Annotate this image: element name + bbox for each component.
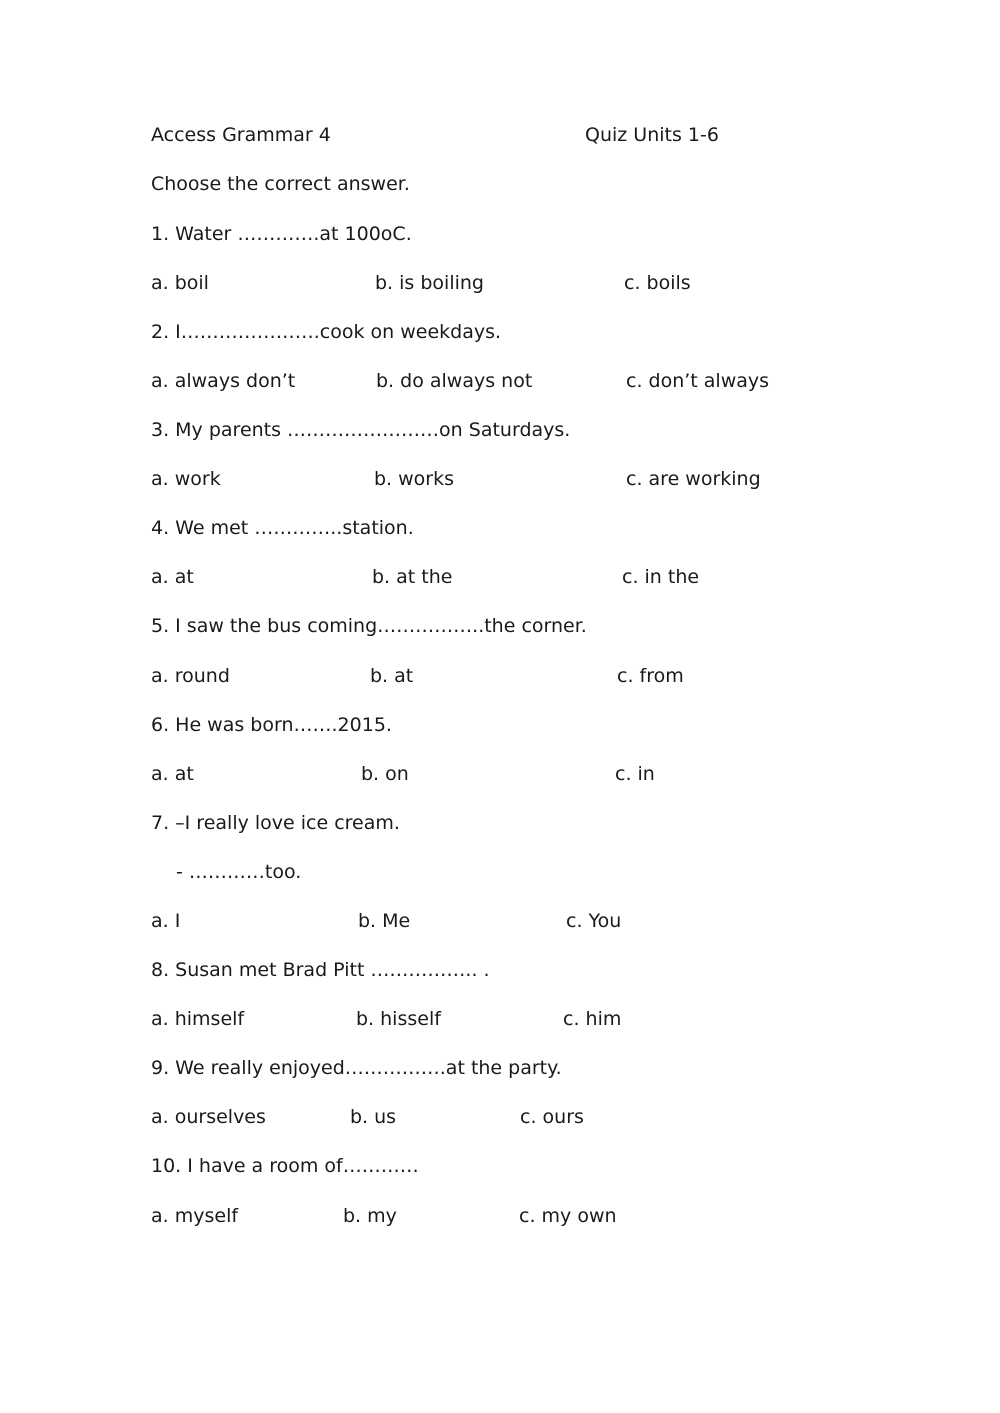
question-7-prompt: 7. –I really love ice cream. (151, 812, 400, 834)
question-10-option-c: c. my own (519, 1205, 617, 1227)
question-9-option-c: c. ours (520, 1106, 584, 1128)
question-10-option-b: b. my (343, 1205, 397, 1227)
question-3-option-a: a. work (151, 468, 221, 490)
question-6-prompt: 6. He was born…….2015. (151, 714, 392, 736)
question-5-option-b: b. at (370, 665, 414, 687)
quiz-units-label: Quiz Units 1-6 (585, 124, 719, 146)
question-2-prompt: 2. I………………….cook on weekdays. (151, 321, 502, 343)
question-2-option-a: a. always don’t (151, 370, 296, 392)
question-7-option-c: c. You (566, 910, 622, 932)
question-8-option-a: a. himself (151, 1008, 245, 1030)
question-5-option-c: c. from (617, 665, 684, 687)
question-1-option-b: b. is boiling (375, 272, 484, 294)
question-6-option-a: a. at (151, 763, 194, 785)
question-8-option-c: c. him (563, 1008, 622, 1030)
question-3-option-b: b. works (374, 468, 455, 490)
question-7-option-a: a. I (151, 910, 181, 932)
question-1-option-a: a. boil (151, 272, 209, 294)
question-10-option-a: a. myself (151, 1205, 239, 1227)
question-1-prompt: 1. Water ………….at 100oC. (151, 223, 412, 245)
question-5-prompt: 5. I saw the bus coming……………..the corner. (151, 615, 587, 637)
question-1-option-c: c. boils (624, 272, 691, 294)
question-8-prompt: 8. Susan met Brad Pitt …………….. . (151, 959, 490, 981)
question-6-option-c: c. in (615, 763, 655, 785)
question-4-option-c: c. in the (622, 566, 700, 588)
question-3-option-c: c. are working (626, 468, 761, 490)
instruction-text: Choose the correct answer. (151, 173, 410, 195)
question-9-option-a: a. ourselves (151, 1106, 266, 1128)
question-10-prompt: 10. I have a room of………… (151, 1155, 419, 1177)
question-2-option-c: c. don’t always (626, 370, 770, 392)
question-6-option-b: b. on (361, 763, 409, 785)
question-9-prompt: 9. We really enjoyed…………….at the party. (151, 1057, 562, 1079)
question-4-option-a: a. at (151, 566, 194, 588)
question-5-option-a: a. round (151, 665, 230, 687)
question-9-option-b: b. us (350, 1106, 397, 1128)
question-4-prompt: 4. We met …………..station. (151, 517, 414, 539)
question-7-reply: - …………too. (176, 861, 302, 883)
question-3-prompt: 3. My parents ……………………on Saturdays. (151, 419, 571, 441)
question-4-option-b: b. at the (372, 566, 453, 588)
question-7-option-b: b. Me (358, 910, 411, 932)
question-8-option-b: b. hisself (356, 1008, 441, 1030)
question-2-option-b: b. do always not (376, 370, 533, 392)
worksheet-title: Access Grammar 4 (151, 124, 331, 146)
